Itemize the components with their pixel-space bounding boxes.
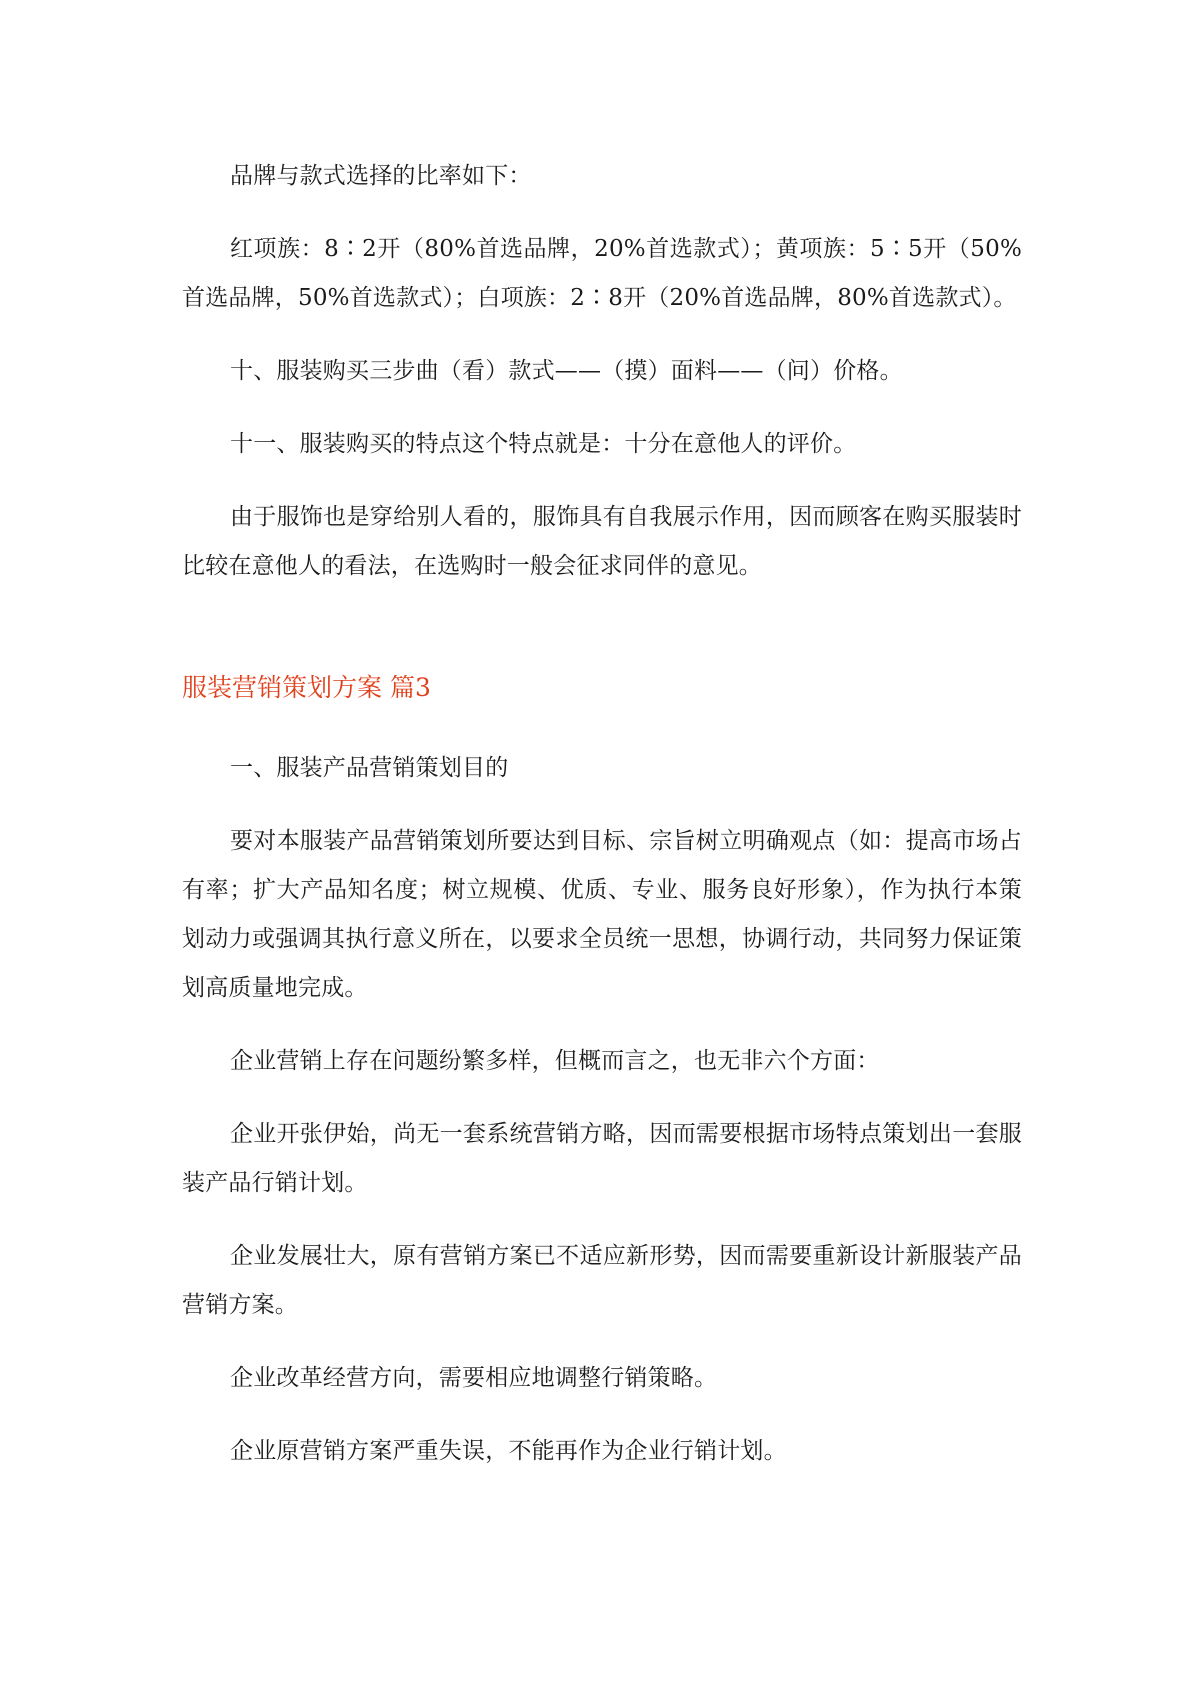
paragraph-purchase-steps: 十、服装购买三步曲（看）款式——（摸）面料——（问）价格。 <box>230 358 903 384</box>
paragraph-aspect-start: 企业开张伊始，尚无一套系统营销方略，因而需要根据市场特点策划出一套服装产品行销计划。 <box>182 1121 1022 1196</box>
paragraph-aspect-reform: 企业改革经营方向，需要相应地调整行销策略。 <box>230 1365 718 1391</box>
paragraph-ratio-detail: 红项族：8∶2开（80%首选品牌，20%首选款式）；黄项族：5∶5开（50%首选品牌，50%首选款式）；白项族：2∶8开（20%首选品牌，80%首选款式）。 <box>182 236 1022 311</box>
paragraph-others-opinion: 由于服饰也是穿给别人看的，服饰具有自我展示作用，因而顾客在购买服装时比较在意他人的看法，在选购时一般会征求同伴的意见。 <box>182 504 1022 579</box>
paragraph-six-aspects: 企业营销上存在问题纷繁多样，但概而言之，也无非六个方面： <box>230 1048 880 1074</box>
section-heading: 服装营销策划方案 篇3 <box>182 673 431 702</box>
paragraph-ratio-intro: 品牌与款式选择的比率如下： <box>230 163 532 189</box>
paragraph-purpose-detail: 要对本服装产品营销策划所要达到目标、宗旨树立明确观点（如：提高市场占有率；扩大产品知名度；树立规模、优质、专业、服务良好形象），作为执行本策划动力或强调其执行意义所在，以要求全员统一思想，协调行动，共同努力保证策划高质量地完成。 <box>182 828 1022 1001</box>
paragraph-aspect-failure: 企业原营销方案严重失误，不能再作为企业行销计划。 <box>230 1438 787 1464</box>
paragraph-aspect-growth: 企业发展壮大，原有营销方案已不适应新形势，因而需要重新设计新服装产品营销方案。 <box>182 1243 1022 1318</box>
paragraph-purchase-traits: 十一、服装购买的特点这个特点就是：十分在意他人的评价。 <box>230 431 857 457</box>
paragraph-purpose-title: 一、服装产品营销策划目的 <box>230 755 509 781</box>
document-body <box>182 152 1022 1500</box>
